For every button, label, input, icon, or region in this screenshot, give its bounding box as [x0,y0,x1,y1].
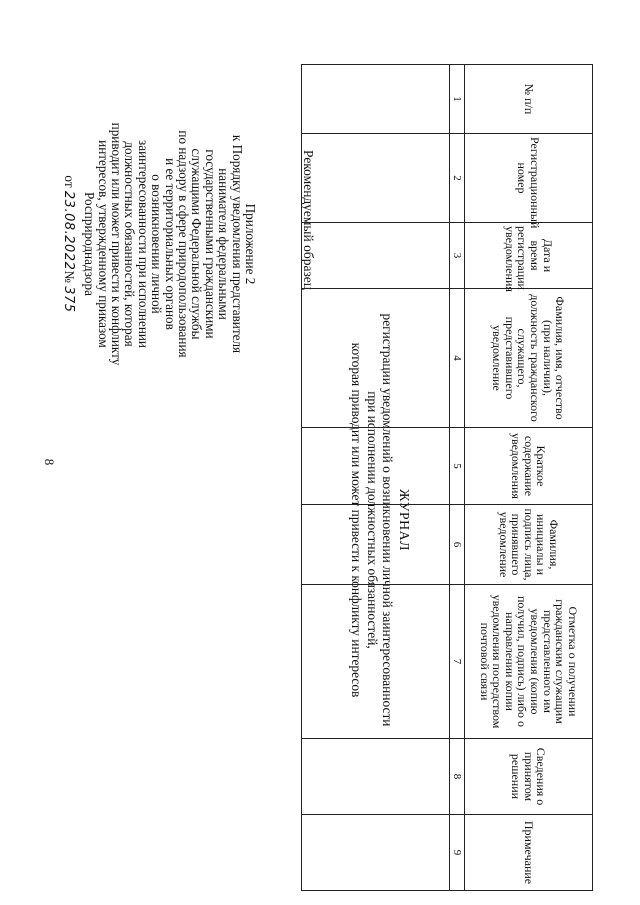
appendix-line: Приложение 2 [243,203,258,285]
appendix-line: о возникновении личной [149,174,165,314]
journal-subtitle-line: при исполнении должностных обязанностей, [365,391,380,649]
header-cell-number: № п/п [465,65,593,134]
table-cell [302,289,450,428]
appendix-line: по надзору в сфере природопользования [175,130,191,358]
appendix-line: заинтересованности при исполнении [135,140,151,348]
column-number: 8 [450,739,465,815]
table-cell [302,585,450,739]
table-empty-row [302,65,450,891]
column-number: 9 [450,815,465,891]
order-date: 23.08.2022 [60,190,76,271]
table-cell [302,223,450,289]
appendix-block [61,84,257,404]
order-prefix: от [61,175,77,188]
table-header-row [465,65,593,891]
appendix-line: интересов, утвержденному приказом [95,140,111,348]
page-number: 8 [42,458,57,466]
header-cell-employee: Фамилия, имя, отчество (при наличии), должность гражданского служащего, представившего уведомление [465,289,593,428]
order-number-label: № [61,270,77,283]
table-cell [302,815,450,891]
column-number: 5 [450,428,465,505]
column-number-row [450,65,465,891]
appendix-line: приводит или может привести к конфликту [108,122,124,366]
journal-subtitle-line: регистрации уведомлений о возникновении личной заинтересованности [380,313,396,727]
column-number: 3 [450,223,465,289]
table-cell [302,428,450,505]
appendix-line: должностных обязанностей, которая [122,141,138,347]
recommended-sample-label: Рекомендуемый образец [301,149,316,290]
header-cell-note: Примечание [465,815,593,891]
column-number: 4 [450,289,465,428]
table-cell [302,65,450,134]
table-cell [302,134,450,223]
header-cell-registration-number: Регистрационный номер [465,134,593,223]
table-cell [302,505,450,585]
appendix-line: к Порядку уведомления представителя [229,134,245,354]
appendix-line: служащими Федеральной службы [189,148,205,340]
header-cell-receipt-mark: Отметка о получении гражданским служащим представленного им уведомления (копию получил, подпись) либо о направлении копии уведомления посредством почтовой связи [465,585,593,739]
appendix-line: и ее территориальных органов [162,158,178,330]
column-number: 6 [450,505,465,585]
journal-subtitle-line: которая приводит или может привести к конфликту интересов [349,342,365,698]
header-cell-registration-date: Дата и время регистрации уведомления [465,223,593,289]
header-cell-receiver: Фамилия, инициалы и подпись лица, принявшего уведомление [465,505,593,585]
header-cell-decision: Сведения о принятом решении [465,739,593,815]
appendix-line: нанимателя федеральными [216,168,232,320]
order-number: 375 [60,286,76,313]
appendix-line: Росприроднадзора [82,192,98,296]
journal-table [301,64,593,891]
column-number: 2 [450,134,465,223]
header-cell-summary: Краткое содержание уведомления [465,428,593,505]
table-cell [302,739,450,815]
column-number: 1 [450,65,465,134]
column-number: 7 [450,585,465,739]
order-reference [61,84,75,404]
journal-title: ЖУРНАЛ [397,489,412,551]
appendix-line: государственными гражданскими [202,149,218,339]
